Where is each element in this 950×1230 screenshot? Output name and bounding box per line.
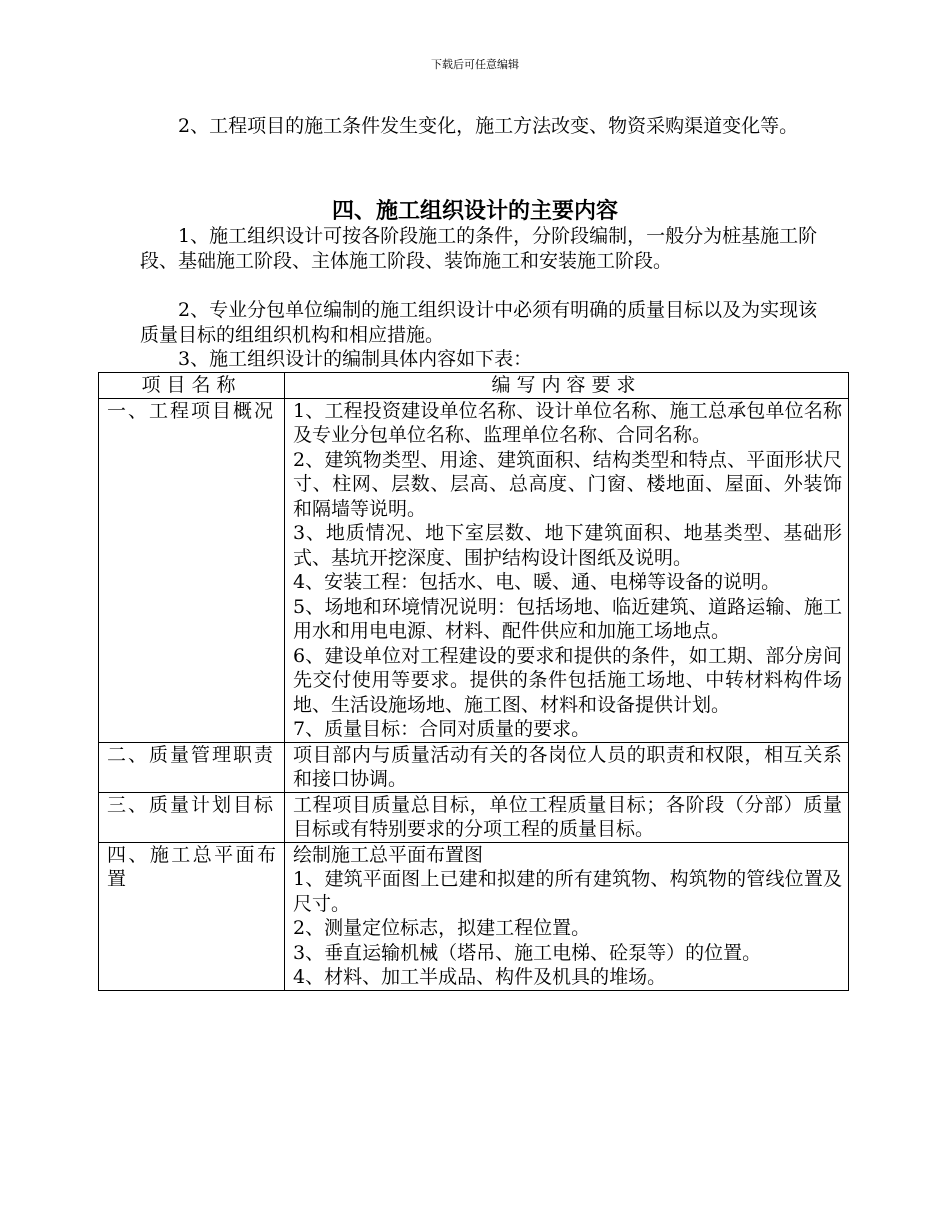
section-title: 四、施工组织设计的主要内容	[331, 198, 618, 224]
row-content-cell	[285, 792, 849, 842]
row-name-cell: 三、质量计划目标	[99, 792, 285, 842]
row-name-cell: 四、施工总平面布置	[99, 842, 285, 990]
table-row	[99, 792, 849, 842]
header-project-name: 项目名称	[99, 373, 285, 399]
list-item: 7、质量目标：合同对质量的要求。	[293, 718, 591, 740]
list-item: 2、建筑物类型、用途、建筑面积、结构类型和特点、平面形状尺寸、柱网、层数、层高、总高度、门窗、楼地面、屋面、外装饰和隔墙等说明。	[293, 448, 842, 520]
list-item: 绘制施工总平面布置图	[293, 843, 484, 866]
row-content-cell	[285, 398, 849, 742]
page-header: 下载后可任意编辑	[431, 58, 519, 71]
section-paragraph-2: 2、专业分包单位编制的施工组织设计中必须有明确的质量目标以及为实现该质量目标的组组织机构和相应措施。	[140, 299, 818, 346]
intro-paragraph: 2、工程项目的施工条件发生变化，施工方法改变、物资采购渠道变化等。	[178, 115, 799, 137]
list-item: 3、垂直运输机械（塔吊、施工电梯、砼泵等）的位置。	[293, 941, 762, 964]
row-content-cell	[285, 742, 849, 792]
list-item: 3、地质情况、地下室层数、地下建筑面积、地基类型、基础形式、基坑开挖深度、围护结构设计图纸及说明。	[293, 522, 842, 569]
list-item: 6、建设单位对工程建设的要求和提供的条件，如工期、部分房间先交付使用等要求。提供的条件包括施工场地、中转材料构件场地、生活设施场地、施工图、材料和设备提供计划。	[293, 644, 842, 716]
row-name-cell: 一、工程项目概况	[99, 398, 285, 742]
list-item: 1、工程投资建设单位名称、设计单位名称、施工总承包单位名称及专业分包单位名称、监理单位名称、合同名称。	[293, 399, 842, 446]
list-item: 工程项目质量总目标，单位工程质量目标；各阶段（分部）质量目标或有特别要求的分项工程的质量目标。	[293, 793, 842, 840]
list-item: 5、场地和环境情况说明：包括场地、临近建筑、道路运输、施工用水和用电电源、材料、配件供应和加施工场地点。	[293, 595, 842, 642]
section-paragraph-3: 3、施工组织设计的编制具体内容如下表：	[178, 348, 533, 370]
section-paragraph-1: 1、施工组织设计可按各阶段施工的条件，分阶段编制，一般分为桩基施工阶段、基础施工阶段、主体施工阶段、装饰施工和安装施工阶段。	[140, 225, 818, 272]
table-row	[99, 742, 849, 792]
header-content-requirements: 编写内容要求	[285, 373, 849, 399]
list-item: 4、安装工程：包括水、电、暖、通、电梯等设备的说明。	[293, 571, 781, 593]
content-requirements-table	[98, 372, 849, 991]
table-row	[99, 842, 849, 990]
row-name-cell: 二、质量管理职责	[99, 742, 285, 792]
list-item: 4、材料、加工半成品、构件及机具的堆场。	[293, 966, 667, 988]
list-item: 2、测量定位标志，拟建工程位置。	[293, 917, 591, 939]
row-content-cell	[285, 842, 849, 990]
table-header-row	[99, 373, 849, 399]
list-item: 项目部内与质量活动有关的各岗位人员的职责和权限，相互关系和接口协调。	[293, 743, 842, 790]
list-item: 1、建筑平面图上已建和拟建的所有建筑物、构筑物的管线位置及尺寸。	[293, 868, 842, 915]
table-row	[99, 398, 849, 742]
